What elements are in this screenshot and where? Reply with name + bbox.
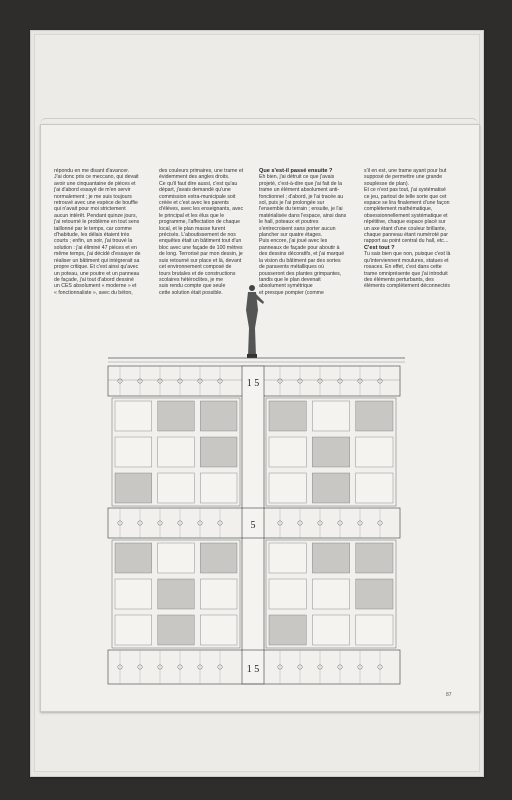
facade-panel	[200, 437, 237, 467]
facade-panel	[115, 437, 152, 467]
interview-question-1: Que s'est-il passé ensuite ?	[259, 168, 333, 174]
facade-panel	[115, 543, 152, 573]
facade-panel	[115, 579, 152, 609]
article-column-2: des couleurs primaires, une trame et évidemment des angles droits. Ce qu'il faut dire aussi, c'est qu'au départ, j'avais demandé qu'une commission extra-municipale soit créée et c'est avec les parents d'élèves, avec les enseignants, avec le principal et les élus que le programme, l'affectation de chaque local, et le plan masse furent précisés. L'aboutissement de nos enquêtes était un bâtiment tout d'un bloc avec une façade de 100 mètres de long. Terrorisé par mon dessin, je suis retourné sur place et là, devant cet environnement composé de tours brutales et de constructions scolaires hétéroclites, je me suis rendu compte que seule cette solution était possible.	[159, 168, 244, 296]
page-number: 87	[446, 692, 452, 698]
facade-panel	[356, 579, 393, 609]
facade-panel	[200, 473, 237, 503]
facade-panel	[356, 437, 393, 467]
facade-panel	[200, 543, 237, 573]
facade-panel	[115, 401, 152, 431]
article-column-3	[259, 168, 351, 296]
panel-number-15-top: 1 5	[246, 378, 260, 389]
facade-panel	[158, 579, 195, 609]
facade-panel	[312, 473, 349, 503]
facade-panel	[356, 615, 393, 645]
facade-panel	[269, 437, 306, 467]
facade-panel	[115, 473, 152, 503]
facade-panel	[158, 543, 195, 573]
statue-figure	[246, 285, 264, 358]
facade-panel	[312, 543, 349, 573]
facade-panel	[356, 543, 393, 573]
facade-panel	[200, 615, 237, 645]
article-column-1: répondu en me disant d'avancer. J'ai donc pris ce meccano, qui devait avoir une cinquantaine de pièces et j'ai d'abord essayé de m'en servir normalement ; je me suis toujours retrouvé avec une espèce de bouffie qui n'avait pour moi strictement aucun intérêt. Pendant quinze jours, j'ai retourné le problème en tout sens taillonné par le temps, car comme d'habitude, les délais étaient très courts ; enfin, un soir, j'ai trouvé la solution : j'ai éliminé 47 pièces et en même temps, j'ai décidé d'essayer de réaliser un bâtiment qui intégrerait sa propre critique. Et c'est ainsi qu'avec un poteau, une poutre et un panneau de façade, j'ai tout d'abord dessiné un CES absolument « moderne » et « fonctionnaliste », avec du béton,	[54, 168, 141, 296]
facade-panel	[312, 579, 349, 609]
facade-panel	[200, 579, 237, 609]
facade-panel	[158, 401, 195, 431]
facade-panel	[269, 473, 306, 503]
facade-elevation-drawing	[60, 280, 410, 690]
facade-panel	[158, 473, 195, 503]
answer-2: Tu sais bien que non, puisque c'est là qu'interviennent moulures, statues et rosaces. En effet, c'est dans cette trame omniprésente que j'ai introduit des éléments perturbants, des éléments complètement déconnectés	[364, 251, 451, 290]
answer-1: Eh bien, j'ai détruit ce que j'avais projeté, c'est-à-dire que j'ai fait de la trame un élément absolument anti- fonctionnel ; d'abord, je l'ai tracée au sol, puis je l'ai prolongée sur l'ensemble du terrain ; ensuite, je l'ai matérialisée dans l'espace, ainsi dans le hall, poteaux et poutres s'entrecroisent sans porter aucun plancher sur quatre étages. Puis encore, j'ai joué avec les panneaux de façade pour aboutir à des dessins décoratifs, et j'ai marqué la vision du bâtiment par des sortes de paravents métalliques où pousseront des plantes grimpantes, tandis que le plan devenait absolument symétrique et presque pompier (comme	[259, 174, 347, 296]
facade-panel	[269, 615, 306, 645]
interview-question-2: C'est tout ?	[364, 244, 395, 251]
facade-panel	[312, 401, 349, 431]
facade-panel	[269, 579, 306, 609]
article-column-4	[364, 168, 456, 290]
facade-panel	[158, 615, 195, 645]
facade-panel	[312, 615, 349, 645]
facade-panel	[269, 543, 306, 573]
facade-panel	[200, 401, 237, 431]
panel-number-5: 5	[250, 520, 256, 531]
facade-panel	[269, 401, 306, 431]
answer-continued: s'il en est, une trame ayant pour but supposé de permettre une grande souplesse de plan). Et ce n'est pas tout, j'ai systématisé ce jeu, partout de telle sorte que cet espace se lira finalement d'une façon complètement mathématique, obsessionnellement systématique et répétitive, chaque espace placé sur un axe étant d'une couleur brillante, chaque panneau étant numéroté par rapport au point central du hall, etc...	[364, 168, 450, 245]
facade-panel	[158, 437, 195, 467]
facade-panel	[356, 401, 393, 431]
facade-panel	[115, 615, 152, 645]
panel-number-15-bottom: 1 5	[246, 664, 260, 675]
facade-panel	[312, 437, 349, 467]
facade-panel	[356, 473, 393, 503]
